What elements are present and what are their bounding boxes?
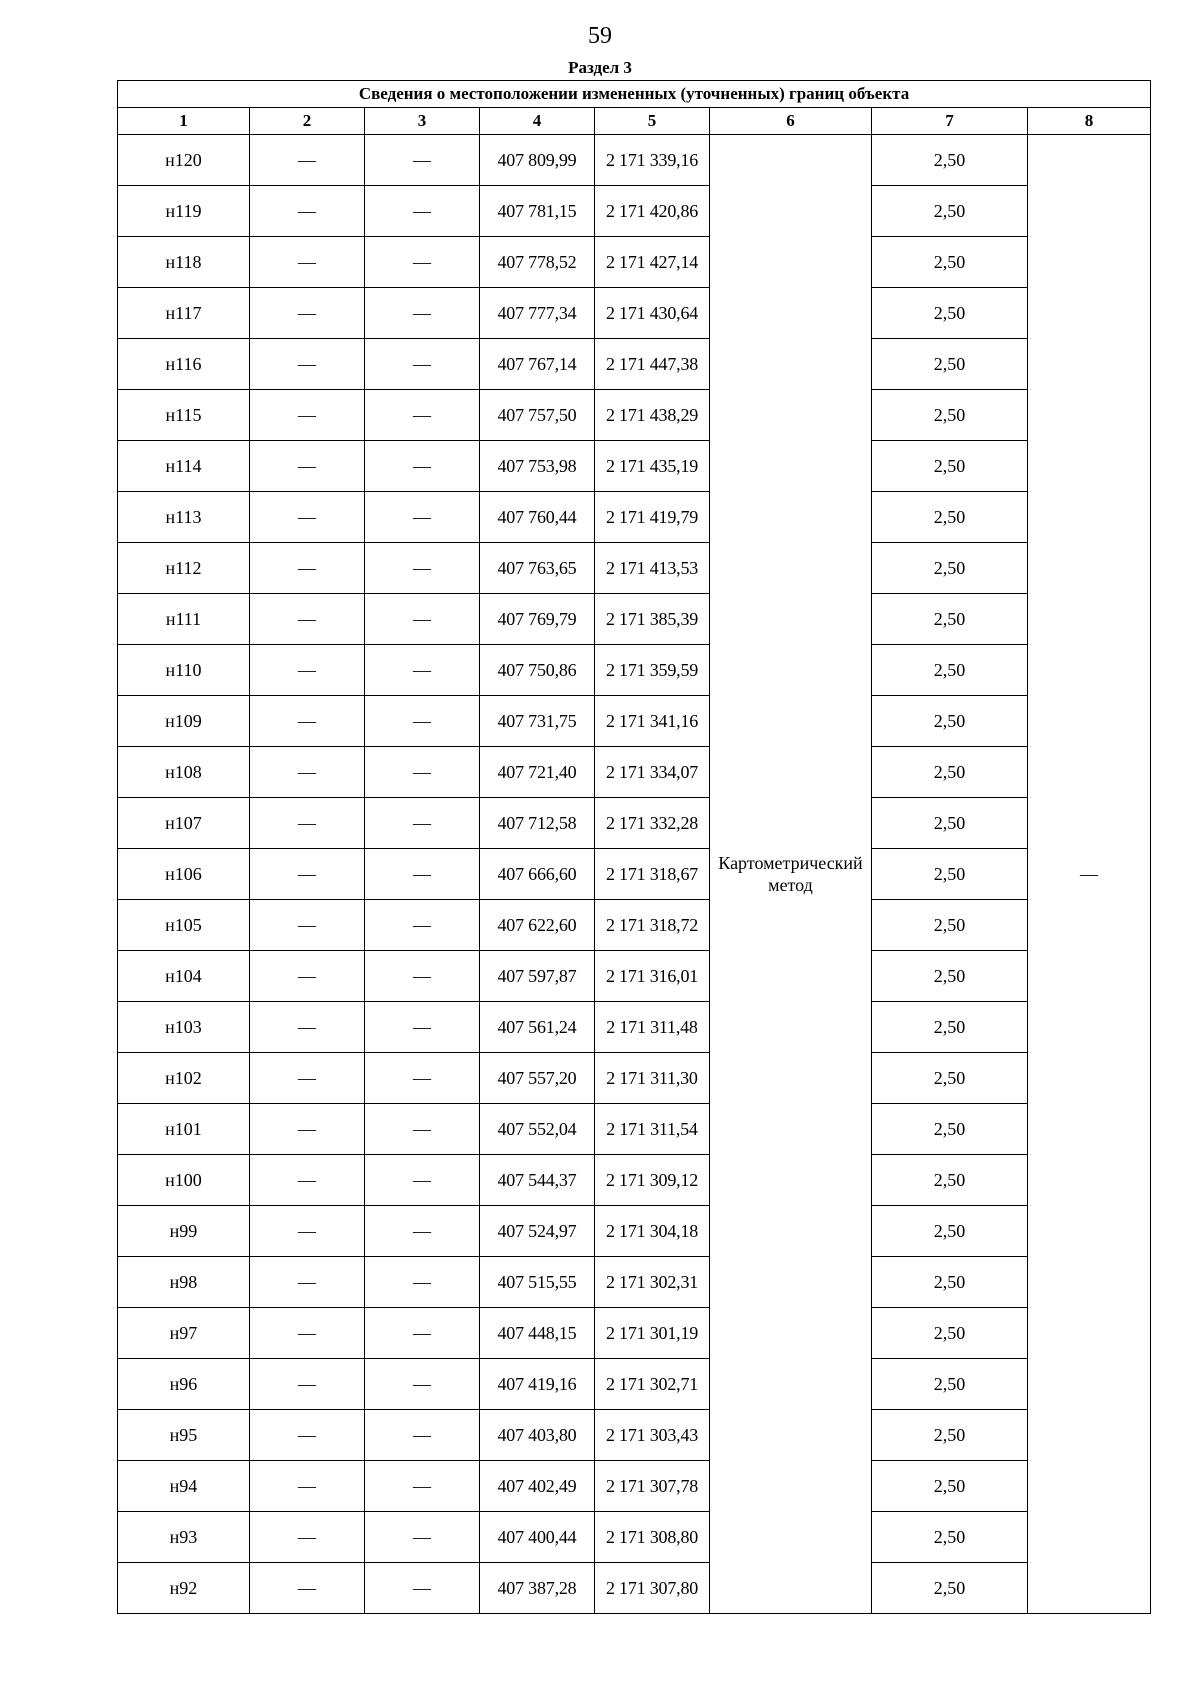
y-coordinate-cell: 2 171 318,67 (595, 849, 710, 900)
accuracy-cell: 2,50 (872, 1359, 1028, 1410)
col2-cell: — (250, 1512, 365, 1563)
col3-cell: — (365, 1257, 480, 1308)
table-row (118, 1563, 1151, 1614)
col2-cell: — (250, 594, 365, 645)
col3-cell: — (365, 1410, 480, 1461)
x-coordinate-cell: 407 400,44 (480, 1512, 595, 1563)
accuracy-cell: 2,50 (872, 1308, 1028, 1359)
x-coordinate-cell: 407 777,34 (480, 288, 595, 339)
col3-cell: — (365, 900, 480, 951)
col2-cell: — (250, 1308, 365, 1359)
table-row (118, 1053, 1151, 1104)
x-coordinate-cell: 407 809,99 (480, 135, 595, 186)
point-cell: н117 (118, 288, 250, 339)
accuracy-cell: 2,50 (872, 696, 1028, 747)
x-coordinate-cell: 407 666,60 (480, 849, 595, 900)
accuracy-cell: 2,50 (872, 747, 1028, 798)
col3-cell: — (365, 1002, 480, 1053)
x-coordinate-cell: 407 753,98 (480, 441, 595, 492)
y-coordinate-cell: 2 171 302,71 (595, 1359, 710, 1410)
point-cell: н108 (118, 747, 250, 798)
table-row (118, 1461, 1151, 1512)
y-coordinate-cell: 2 171 413,53 (595, 543, 710, 594)
col3-cell: — (365, 1053, 480, 1104)
point-cell: н106 (118, 849, 250, 900)
x-coordinate-cell: 407 524,97 (480, 1206, 595, 1257)
accuracy-cell: 2,50 (872, 849, 1028, 900)
point-cell: н92 (118, 1563, 250, 1614)
accuracy-cell: 2,50 (872, 339, 1028, 390)
table-row (118, 1308, 1151, 1359)
column-number: 7 (872, 108, 1028, 135)
col3-cell: — (365, 1206, 480, 1257)
table-row (118, 1359, 1151, 1410)
y-coordinate-cell: 2 171 311,48 (595, 1002, 710, 1053)
col2-cell: — (250, 1410, 365, 1461)
table-caption-row (118, 81, 1151, 108)
point-cell: н118 (118, 237, 250, 288)
point-cell: н120 (118, 135, 250, 186)
accuracy-cell: 2,50 (872, 798, 1028, 849)
accuracy-cell: 2,50 (872, 900, 1028, 951)
x-coordinate-cell: 407 760,44 (480, 492, 595, 543)
col2-cell: — (250, 135, 365, 186)
point-cell: н94 (118, 1461, 250, 1512)
x-coordinate-cell: 407 387,28 (480, 1563, 595, 1614)
col2-cell: — (250, 1257, 365, 1308)
accuracy-cell: 2,50 (872, 1206, 1028, 1257)
accuracy-cell: 2,50 (872, 1053, 1028, 1104)
table-row (118, 1410, 1151, 1461)
x-coordinate-cell: 407 552,04 (480, 1104, 595, 1155)
point-cell: н109 (118, 696, 250, 747)
accuracy-cell: 2,50 (872, 1563, 1028, 1614)
table-row (118, 951, 1151, 1002)
y-coordinate-cell: 2 171 435,19 (595, 441, 710, 492)
table-row (118, 339, 1151, 390)
accuracy-cell: 2,50 (872, 951, 1028, 1002)
x-coordinate-cell: 407 402,49 (480, 1461, 595, 1512)
col2-cell: — (250, 390, 365, 441)
point-cell: н99 (118, 1206, 250, 1257)
point-cell: н110 (118, 645, 250, 696)
table-row (118, 492, 1151, 543)
y-coordinate-cell: 2 171 430,64 (595, 288, 710, 339)
x-coordinate-cell: 407 769,79 (480, 594, 595, 645)
point-cell: н93 (118, 1512, 250, 1563)
col2-cell: — (250, 1155, 365, 1206)
col3-cell: — (365, 747, 480, 798)
y-coordinate-cell: 2 171 311,54 (595, 1104, 710, 1155)
y-coordinate-cell: 2 171 332,28 (595, 798, 710, 849)
point-cell: н119 (118, 186, 250, 237)
x-coordinate-cell: 407 622,60 (480, 900, 595, 951)
col2-cell: — (250, 1206, 365, 1257)
x-coordinate-cell: 407 544,37 (480, 1155, 595, 1206)
point-cell: н113 (118, 492, 250, 543)
page-number: 59 (588, 23, 612, 49)
column-number: 3 (365, 108, 480, 135)
point-cell: н104 (118, 951, 250, 1002)
y-coordinate-cell: 2 171 318,72 (595, 900, 710, 951)
table-row (118, 696, 1151, 747)
accuracy-cell: 2,50 (872, 390, 1028, 441)
boundary-coordinates-table (117, 80, 1151, 1614)
y-coordinate-cell: 2 171 304,18 (595, 1206, 710, 1257)
point-cell: н105 (118, 900, 250, 951)
col2-cell: — (250, 951, 365, 1002)
col2-cell: — (250, 339, 365, 390)
column-number: 2 (250, 108, 365, 135)
table-row (118, 849, 1151, 900)
y-coordinate-cell: 2 171 316,01 (595, 951, 710, 1002)
col2-cell: — (250, 492, 365, 543)
x-coordinate-cell: 407 757,50 (480, 390, 595, 441)
table-row (118, 900, 1151, 951)
y-coordinate-cell: 2 171 427,14 (595, 237, 710, 288)
x-coordinate-cell: 407 515,55 (480, 1257, 595, 1308)
table-row (118, 390, 1151, 441)
table-row (118, 645, 1151, 696)
col3-cell: — (365, 1563, 480, 1614)
y-coordinate-cell: 2 171 302,31 (595, 1257, 710, 1308)
table-row (118, 543, 1151, 594)
table-row (118, 288, 1151, 339)
table-row (118, 1002, 1151, 1053)
point-cell: н112 (118, 543, 250, 594)
col3-cell: — (365, 543, 480, 594)
method-cell: Картометрический метод (710, 135, 872, 1614)
point-cell: н97 (118, 1308, 250, 1359)
col3-cell: — (365, 390, 480, 441)
table-row (118, 747, 1151, 798)
col2-cell: — (250, 1461, 365, 1512)
col2-cell: — (250, 849, 365, 900)
point-cell: н111 (118, 594, 250, 645)
col3-cell: — (365, 1104, 480, 1155)
accuracy-cell: 2,50 (872, 1410, 1028, 1461)
point-cell: н116 (118, 339, 250, 390)
col3-cell: — (365, 798, 480, 849)
col2-cell: — (250, 288, 365, 339)
col3-cell: — (365, 594, 480, 645)
point-cell: н100 (118, 1155, 250, 1206)
col3-cell: — (365, 237, 480, 288)
x-coordinate-cell: 407 750,86 (480, 645, 595, 696)
col3-cell: — (365, 849, 480, 900)
x-coordinate-cell: 407 763,65 (480, 543, 595, 594)
table-row (118, 1155, 1151, 1206)
x-coordinate-cell: 407 448,15 (480, 1308, 595, 1359)
point-cell: н96 (118, 1359, 250, 1410)
accuracy-cell: 2,50 (872, 1155, 1028, 1206)
accuracy-cell: 2,50 (872, 288, 1028, 339)
y-coordinate-cell: 2 171 420,86 (595, 186, 710, 237)
col3-cell: — (365, 951, 480, 1002)
point-cell: н103 (118, 1002, 250, 1053)
accuracy-cell: 2,50 (872, 594, 1028, 645)
col2-cell: — (250, 1002, 365, 1053)
col2-cell: — (250, 747, 365, 798)
accuracy-cell: 2,50 (872, 1002, 1028, 1053)
x-coordinate-cell: 407 721,40 (480, 747, 595, 798)
accuracy-cell: 2,50 (872, 186, 1028, 237)
x-coordinate-cell: 407 767,14 (480, 339, 595, 390)
x-coordinate-cell: 407 731,75 (480, 696, 595, 747)
x-coordinate-cell: 407 597,87 (480, 951, 595, 1002)
col3-cell: — (365, 1155, 480, 1206)
col3-cell: — (365, 1461, 480, 1512)
column-number: 1 (118, 108, 250, 135)
table-row (118, 135, 1151, 186)
point-cell: н101 (118, 1104, 250, 1155)
y-coordinate-cell: 2 171 307,78 (595, 1461, 710, 1512)
point-cell: н98 (118, 1257, 250, 1308)
col3-cell: — (365, 288, 480, 339)
table-row (118, 237, 1151, 288)
column-number: 4 (480, 108, 595, 135)
col2-cell: — (250, 543, 365, 594)
point-cell: н114 (118, 441, 250, 492)
col8-cell: — (1028, 135, 1151, 1614)
y-coordinate-cell: 2 171 359,59 (595, 645, 710, 696)
y-coordinate-cell: 2 171 311,30 (595, 1053, 710, 1104)
accuracy-cell: 2,50 (872, 1461, 1028, 1512)
col2-cell: — (250, 798, 365, 849)
col3-cell: — (365, 1308, 480, 1359)
x-coordinate-cell: 407 557,20 (480, 1053, 595, 1104)
section-title: Раздел 3 (568, 58, 632, 77)
col2-cell: — (250, 1359, 365, 1410)
accuracy-cell: 2,50 (872, 441, 1028, 492)
table-row (118, 1206, 1151, 1257)
y-coordinate-cell: 2 171 341,16 (595, 696, 710, 747)
point-cell: н102 (118, 1053, 250, 1104)
col2-cell: — (250, 696, 365, 747)
col3-cell: — (365, 645, 480, 696)
col3-cell: — (365, 135, 480, 186)
column-number: 6 (710, 108, 872, 135)
col2-cell: — (250, 186, 365, 237)
point-cell: н107 (118, 798, 250, 849)
accuracy-cell: 2,50 (872, 1104, 1028, 1155)
y-coordinate-cell: 2 171 308,80 (595, 1512, 710, 1563)
accuracy-cell: 2,50 (872, 645, 1028, 696)
point-cell: н95 (118, 1410, 250, 1461)
x-coordinate-cell: 407 781,15 (480, 186, 595, 237)
accuracy-cell: 2,50 (872, 237, 1028, 288)
accuracy-cell: 2,50 (872, 1512, 1028, 1563)
table-row (118, 441, 1151, 492)
table-row (118, 594, 1151, 645)
accuracy-cell: 2,50 (872, 135, 1028, 186)
y-coordinate-cell: 2 171 419,79 (595, 492, 710, 543)
col2-cell: — (250, 1104, 365, 1155)
col2-cell: — (250, 1053, 365, 1104)
col2-cell: — (250, 237, 365, 288)
accuracy-cell: 2,50 (872, 543, 1028, 594)
x-coordinate-cell: 407 712,58 (480, 798, 595, 849)
col3-cell: — (365, 696, 480, 747)
table-caption: Сведения о местоположении измененных (уточненных) границ объекта (118, 81, 1151, 108)
col2-cell: — (250, 441, 365, 492)
table-row (118, 1104, 1151, 1155)
x-coordinate-cell: 407 419,16 (480, 1359, 595, 1410)
col2-cell: — (250, 645, 365, 696)
table-row (118, 1257, 1151, 1308)
point-cell: н115 (118, 390, 250, 441)
y-coordinate-cell: 2 171 334,07 (595, 747, 710, 798)
table-row (118, 1512, 1151, 1563)
col3-cell: — (365, 1512, 480, 1563)
table-row (118, 798, 1151, 849)
col3-cell: — (365, 339, 480, 390)
y-coordinate-cell: 2 171 309,12 (595, 1155, 710, 1206)
y-coordinate-cell: 2 171 385,39 (595, 594, 710, 645)
col2-cell: — (250, 1563, 365, 1614)
y-coordinate-cell: 2 171 438,29 (595, 390, 710, 441)
col3-cell: — (365, 441, 480, 492)
y-coordinate-cell: 2 171 303,43 (595, 1410, 710, 1461)
accuracy-cell: 2,50 (872, 492, 1028, 543)
x-coordinate-cell: 407 778,52 (480, 237, 595, 288)
y-coordinate-cell: 2 171 307,80 (595, 1563, 710, 1614)
col3-cell: — (365, 186, 480, 237)
x-coordinate-cell: 407 403,80 (480, 1410, 595, 1461)
y-coordinate-cell: 2 171 301,19 (595, 1308, 710, 1359)
col3-cell: — (365, 1359, 480, 1410)
y-coordinate-cell: 2 171 339,16 (595, 135, 710, 186)
col3-cell: — (365, 492, 480, 543)
col2-cell: — (250, 900, 365, 951)
column-number: 8 (1028, 108, 1151, 135)
column-number-row (118, 108, 1151, 135)
table-row (118, 186, 1151, 237)
x-coordinate-cell: 407 561,24 (480, 1002, 595, 1053)
column-number: 5 (595, 108, 710, 135)
accuracy-cell: 2,50 (872, 1257, 1028, 1308)
y-coordinate-cell: 2 171 447,38 (595, 339, 710, 390)
